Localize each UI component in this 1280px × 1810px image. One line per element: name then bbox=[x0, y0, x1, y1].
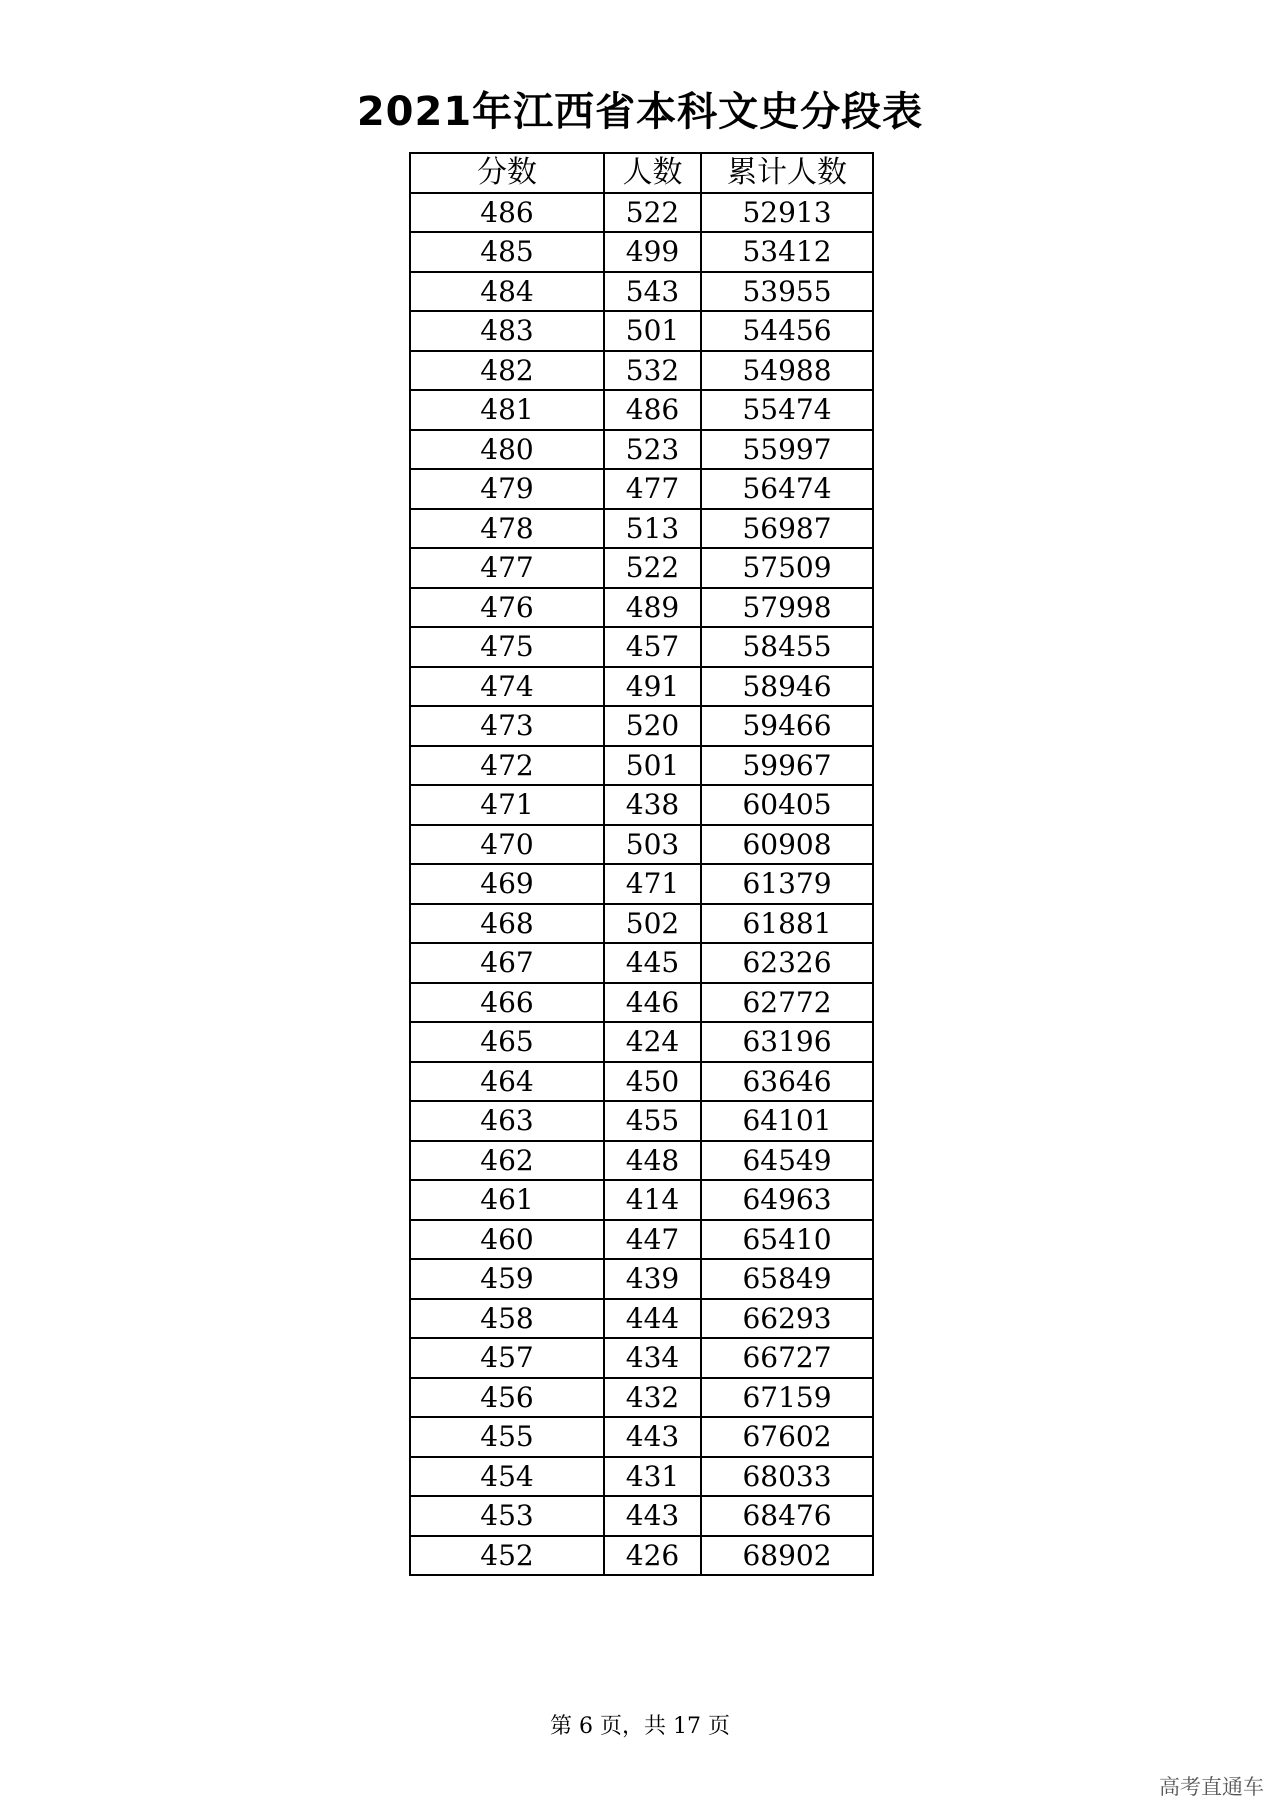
table-row bbox=[410, 1417, 873, 1457]
cell-count: 523 bbox=[604, 430, 701, 470]
table-row bbox=[410, 983, 873, 1023]
cell-count: 448 bbox=[604, 1141, 701, 1181]
cell-cumulative: 56474 bbox=[701, 469, 873, 509]
cell-count: 499 bbox=[604, 232, 701, 272]
cell-cumulative: 63196 bbox=[701, 1022, 873, 1062]
cell-cumulative: 68033 bbox=[701, 1457, 873, 1497]
table-row bbox=[410, 1259, 873, 1299]
cell-score: 476 bbox=[410, 588, 604, 628]
cell-count: 426 bbox=[604, 1536, 701, 1576]
table-row bbox=[410, 904, 873, 944]
cell-count: 489 bbox=[604, 588, 701, 628]
cell-score: 458 bbox=[410, 1299, 604, 1339]
cell-count: 444 bbox=[604, 1299, 701, 1339]
cell-score: 478 bbox=[410, 509, 604, 549]
cell-count: 501 bbox=[604, 746, 701, 786]
cell-cumulative: 57509 bbox=[701, 548, 873, 588]
cell-cumulative: 60908 bbox=[701, 825, 873, 865]
cell-count: 471 bbox=[604, 864, 701, 904]
table-row bbox=[410, 1299, 873, 1339]
cell-cumulative: 64101 bbox=[701, 1101, 873, 1141]
cell-cumulative: 52913 bbox=[701, 193, 873, 233]
cell-score: 477 bbox=[410, 548, 604, 588]
cell-cumulative: 62326 bbox=[701, 943, 873, 983]
cell-cumulative: 68476 bbox=[701, 1496, 873, 1536]
cell-count: 443 bbox=[604, 1417, 701, 1457]
table-row bbox=[410, 193, 873, 233]
table-row bbox=[410, 1338, 873, 1378]
cell-cumulative: 54988 bbox=[701, 351, 873, 391]
cell-count: 491 bbox=[604, 667, 701, 707]
table-row bbox=[410, 430, 873, 470]
cell-cumulative: 59466 bbox=[701, 706, 873, 746]
table-row bbox=[410, 864, 873, 904]
cell-score: 475 bbox=[410, 627, 604, 667]
header-score: 分数 bbox=[410, 153, 604, 193]
cell-cumulative: 66727 bbox=[701, 1338, 873, 1378]
cell-cumulative: 58455 bbox=[701, 627, 873, 667]
cell-cumulative: 60405 bbox=[701, 785, 873, 825]
cell-score: 453 bbox=[410, 1496, 604, 1536]
cell-score: 460 bbox=[410, 1220, 604, 1260]
table-body bbox=[410, 193, 873, 1576]
cell-count: 414 bbox=[604, 1180, 701, 1220]
table-row bbox=[410, 825, 873, 865]
cell-count: 443 bbox=[604, 1496, 701, 1536]
table-row bbox=[410, 509, 873, 549]
cell-score: 473 bbox=[410, 706, 604, 746]
table-row bbox=[410, 1536, 873, 1576]
cell-cumulative: 64549 bbox=[701, 1141, 873, 1181]
cell-score: 468 bbox=[410, 904, 604, 944]
cell-score: 471 bbox=[410, 785, 604, 825]
table-row bbox=[410, 1378, 873, 1418]
table-row bbox=[410, 1180, 873, 1220]
table-row bbox=[410, 588, 873, 628]
cell-score: 461 bbox=[410, 1180, 604, 1220]
cell-score: 474 bbox=[410, 667, 604, 707]
table-row bbox=[410, 351, 873, 391]
header-cumulative: 累计人数 bbox=[701, 153, 873, 193]
cell-cumulative: 59967 bbox=[701, 746, 873, 786]
cell-count: 445 bbox=[604, 943, 701, 983]
cell-count: 520 bbox=[604, 706, 701, 746]
cell-cumulative: 67159 bbox=[701, 1378, 873, 1418]
cell-count: 522 bbox=[604, 193, 701, 233]
page-title: 2021年江西省本科文史分段表 bbox=[356, 89, 924, 135]
cell-count: 439 bbox=[604, 1259, 701, 1299]
cell-score: 452 bbox=[410, 1536, 604, 1576]
table-row bbox=[410, 785, 873, 825]
cell-score: 485 bbox=[410, 232, 604, 272]
cell-score: 479 bbox=[410, 469, 604, 509]
table-row bbox=[410, 1496, 873, 1536]
table-row bbox=[410, 746, 873, 786]
cell-score: 481 bbox=[410, 390, 604, 430]
table-row bbox=[410, 1062, 873, 1102]
watermark: 高考直通车 bbox=[1159, 1775, 1264, 1799]
cell-score: 466 bbox=[410, 983, 604, 1023]
table-row bbox=[410, 272, 873, 312]
cell-score: 457 bbox=[410, 1338, 604, 1378]
cell-count: 438 bbox=[604, 785, 701, 825]
cell-cumulative: 68902 bbox=[701, 1536, 873, 1576]
cell-cumulative: 53412 bbox=[701, 232, 873, 272]
table-row bbox=[410, 311, 873, 351]
cell-count: 424 bbox=[604, 1022, 701, 1062]
cell-score: 455 bbox=[410, 1417, 604, 1457]
cell-count: 431 bbox=[604, 1457, 701, 1497]
cell-score: 465 bbox=[410, 1022, 604, 1062]
table-row bbox=[410, 548, 873, 588]
cell-count: 513 bbox=[604, 509, 701, 549]
cell-count: 447 bbox=[604, 1220, 701, 1260]
cell-cumulative: 53955 bbox=[701, 272, 873, 312]
cell-count: 503 bbox=[604, 825, 701, 865]
cell-count: 446 bbox=[604, 983, 701, 1023]
cell-count: 434 bbox=[604, 1338, 701, 1378]
cell-score: 472 bbox=[410, 746, 604, 786]
table-header-row bbox=[410, 153, 873, 193]
cell-cumulative: 65410 bbox=[701, 1220, 873, 1260]
cell-cumulative: 54456 bbox=[701, 311, 873, 351]
cell-count: 501 bbox=[604, 311, 701, 351]
cell-score: 462 bbox=[410, 1141, 604, 1181]
cell-count: 532 bbox=[604, 351, 701, 391]
cell-score: 463 bbox=[410, 1101, 604, 1141]
cell-score: 480 bbox=[410, 430, 604, 470]
cell-count: 486 bbox=[604, 390, 701, 430]
cell-cumulative: 67602 bbox=[701, 1417, 873, 1457]
cell-cumulative: 65849 bbox=[701, 1259, 873, 1299]
cell-count: 455 bbox=[604, 1101, 701, 1141]
cell-score: 464 bbox=[410, 1062, 604, 1102]
cell-score: 482 bbox=[410, 351, 604, 391]
table-row bbox=[410, 706, 873, 746]
table-row bbox=[410, 1022, 873, 1062]
table-row bbox=[410, 1101, 873, 1141]
cell-cumulative: 63646 bbox=[701, 1062, 873, 1102]
table-row bbox=[410, 469, 873, 509]
header-count: 人数 bbox=[604, 153, 701, 193]
cell-score: 459 bbox=[410, 1259, 604, 1299]
cell-cumulative: 57998 bbox=[701, 588, 873, 628]
table-row bbox=[410, 667, 873, 707]
cell-score: 483 bbox=[410, 311, 604, 351]
table-row bbox=[410, 390, 873, 430]
cell-cumulative: 55474 bbox=[701, 390, 873, 430]
table-row bbox=[410, 1141, 873, 1181]
cell-count: 450 bbox=[604, 1062, 701, 1102]
cell-count: 543 bbox=[604, 272, 701, 312]
cell-score: 484 bbox=[410, 272, 604, 312]
cell-count: 502 bbox=[604, 904, 701, 944]
cell-count: 432 bbox=[604, 1378, 701, 1418]
table-row bbox=[410, 943, 873, 983]
cell-score: 469 bbox=[410, 864, 604, 904]
table-row bbox=[410, 627, 873, 667]
table-row bbox=[410, 1457, 873, 1497]
cell-count: 457 bbox=[604, 627, 701, 667]
cell-cumulative: 61881 bbox=[701, 904, 873, 944]
cell-count: 522 bbox=[604, 548, 701, 588]
cell-score: 454 bbox=[410, 1457, 604, 1497]
cell-cumulative: 58946 bbox=[701, 667, 873, 707]
cell-score: 467 bbox=[410, 943, 604, 983]
table-row bbox=[410, 1220, 873, 1260]
cell-cumulative: 66293 bbox=[701, 1299, 873, 1339]
page-footer: 第 6 页，共 17 页 bbox=[550, 1714, 730, 1739]
cell-score: 456 bbox=[410, 1378, 604, 1418]
score-table bbox=[409, 152, 874, 1576]
cell-cumulative: 64963 bbox=[701, 1180, 873, 1220]
cell-cumulative: 61379 bbox=[701, 864, 873, 904]
cell-cumulative: 62772 bbox=[701, 983, 873, 1023]
cell-score: 470 bbox=[410, 825, 604, 865]
cell-score: 486 bbox=[410, 193, 604, 233]
cell-cumulative: 55997 bbox=[701, 430, 873, 470]
cell-count: 477 bbox=[604, 469, 701, 509]
cell-cumulative: 56987 bbox=[701, 509, 873, 549]
table-row bbox=[410, 232, 873, 272]
